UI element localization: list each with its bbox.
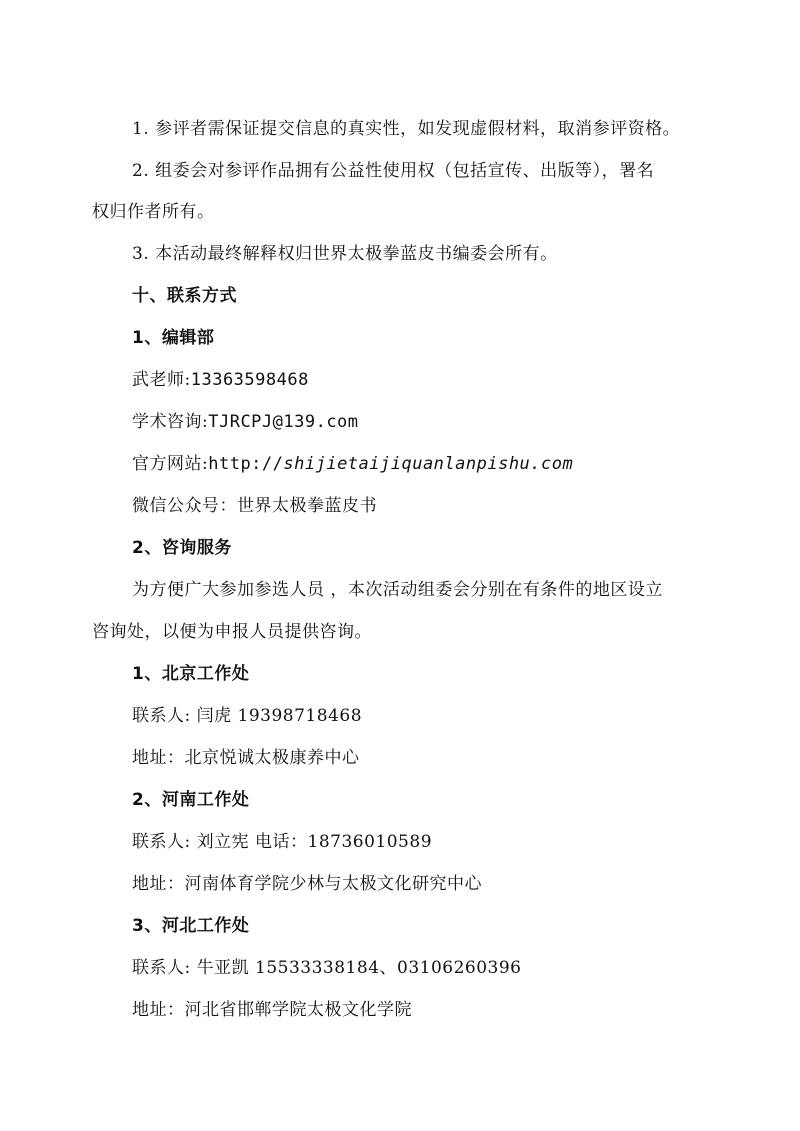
consulting-heading: 2、咨询服务 xyxy=(132,538,232,558)
hebei-contact-person: 联系人: 牛亚凯 15533338184、03106260396 xyxy=(132,958,522,978)
rule-item-2: 2. 组委会对参评作品拥有公益性使用权（包括宣传、出版等），署名 xyxy=(132,161,655,181)
henan-office-heading: 2、河南工作处 xyxy=(132,790,250,810)
academic-email[interactable]: TJRCPJ@139.com xyxy=(208,412,359,432)
rule-item-1: 1. 参评者需保证提交信息的真实性，如发现虚假材料，取消参评资格。 xyxy=(132,119,681,139)
teacher-label: 武老师: xyxy=(132,370,191,390)
wechat-account: 微信公众号：世界太极拳蓝皮书 xyxy=(132,496,377,516)
beijing-address: 地址：北京悦诚太极康养中心 xyxy=(132,748,360,768)
rule-item-2-continued: 权归作者所有。 xyxy=(92,202,215,222)
teacher-contact xyxy=(132,368,309,392)
editorial-heading: 1、编辑部 xyxy=(132,328,215,348)
website-label: 官方网站: xyxy=(132,454,209,474)
website-domain: shijietaijiquanlanpishu.com xyxy=(283,454,574,474)
consulting-intro: 为方便广大参加参选人员 ，本次活动组委会分别在有条件的地区设立 xyxy=(132,580,663,600)
website-contact xyxy=(132,452,573,476)
henan-address: 地址：河南体育学院少林与太极文化研究中心 xyxy=(132,874,482,894)
consulting-intro-continued: 咨询处，以便为申报人员提供咨询。 xyxy=(92,622,372,642)
contact-section-heading: 十、联系方式 xyxy=(132,286,237,306)
hebei-address: 地址：河北省邯郸学院太极文化学院 xyxy=(132,1000,412,1020)
henan-contact-person: 联系人: 刘立宪 电话：18736010589 xyxy=(132,832,433,852)
rule-item-3: 3. 本活动最终解释权归世界太极拳蓝皮书编委会所有。 xyxy=(132,244,558,264)
academic-contact xyxy=(132,410,359,434)
academic-label: 学术咨询: xyxy=(132,412,209,432)
hebei-office-heading: 3、河北工作处 xyxy=(132,916,250,936)
website-prefix: http:// xyxy=(208,454,284,474)
beijing-office-heading: 1、北京工作处 xyxy=(132,664,250,684)
beijing-contact-person: 联系人: 闫虎 19398718468 xyxy=(132,706,363,726)
website-url[interactable] xyxy=(208,454,573,474)
teacher-phone: 13363598468 xyxy=(190,370,309,390)
